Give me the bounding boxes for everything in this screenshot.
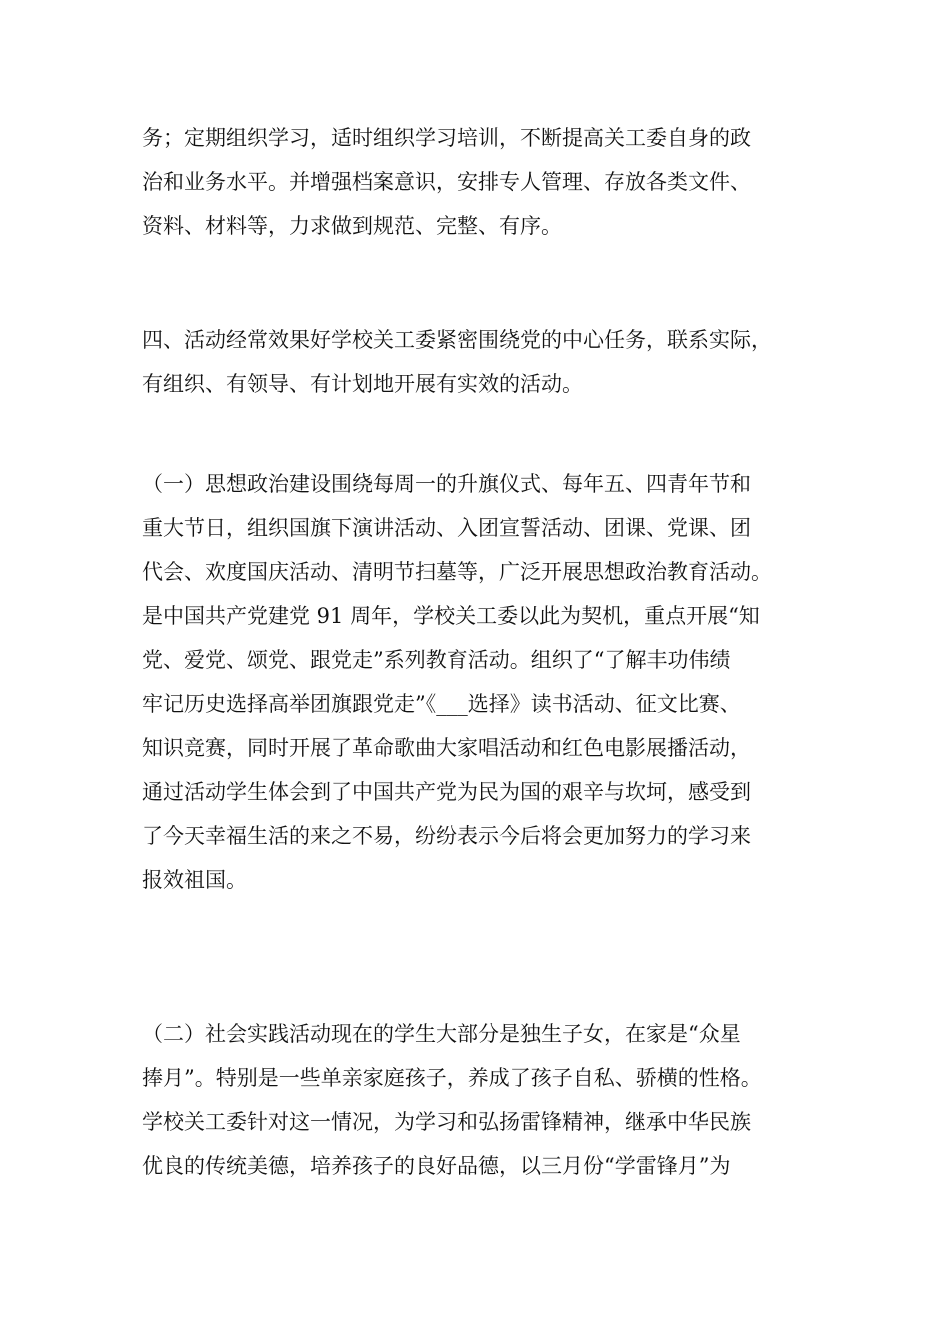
text-line: 有组织、有领导、有计划地开展有实效的活动。 xyxy=(142,372,583,396)
text-line: 重大节日，组织国旗下演讲活动、入团宣誓活动、团课、党课、团 xyxy=(142,516,751,540)
text-line: 学校关工委针对这一情况，为学习和弘扬雷锋精神，继承中华民族 xyxy=(142,1110,751,1134)
text-line: 党、爱党、颂党、跟党走”系列教育活动。组织了“了解丰功伟绩 xyxy=(142,648,731,672)
text-line: 四、活动经常效果好学校关工委紧密围绕党的中心任务，联系实际， xyxy=(142,328,772,352)
text-line: 捧月”。特别是一些单亲家庭孩子，养成了孩子自私、骄横的性格。 xyxy=(142,1066,762,1090)
text-line: 牢记历史选择高举团旗跟党走”《___选择》读书活动、征文比赛、 xyxy=(142,692,741,716)
text-line: 优良的传统美德，培养孩子的良好品德，以三月份“学雷锋月”为 xyxy=(142,1154,731,1178)
text-line: 是中国共产党建党 91 周年，学校关工委以此为契机，重点开展“知 xyxy=(142,604,760,628)
text-line: 务；定期组织学习，适时组织学习培训，不断提高关工委自身的政 xyxy=(142,126,751,150)
text-line: 通过活动学生体会到了中国共产党为民为国的艰辛与坎坷，感受到 xyxy=(142,780,751,804)
paragraph-social-practice xyxy=(142,1012,814,1188)
paragraph-section-four xyxy=(142,318,814,406)
text-line: 了今天幸福生活的来之不易，纷纷表示今后将会更加努力的学习来 xyxy=(142,824,751,848)
text-line: 治和业务水平。并增强档案意识，安排专人管理、存放各类文件、 xyxy=(142,170,751,194)
text-line: （一）思想政治建设围绕每周一的升旗仪式、每年五、四青年节和 xyxy=(142,472,751,496)
text-line: 报效祖国。 xyxy=(142,868,247,892)
text-line: 资料、材料等，力求做到规范、完整、有序。 xyxy=(142,214,562,238)
text-line: （二）社会实践活动现在的学生大部分是独生子女，在家是“众星 xyxy=(142,1022,741,1046)
paragraph-political-education xyxy=(142,462,814,902)
text-line: 代会、欢度国庆活动、清明节扫墓等，广泛开展思想政治教育活动。 xyxy=(142,560,772,584)
text-line: 知识竞赛，同时开展了革命歌曲大家唱活动和红色电影展播活动， xyxy=(142,736,751,760)
paragraph-archive-management xyxy=(142,116,814,248)
